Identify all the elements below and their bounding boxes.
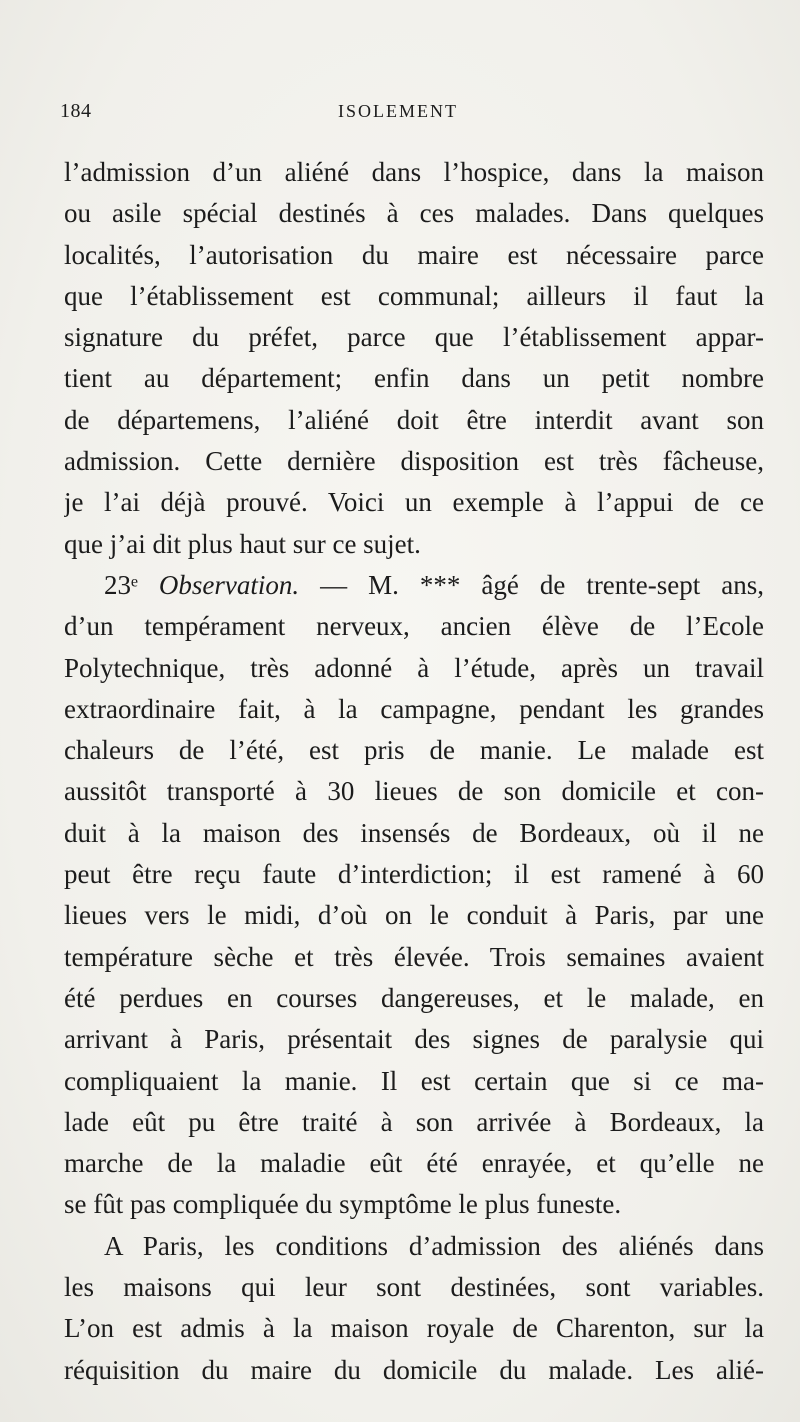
- text-line: duit à la maison des insensés de Bordeaux, où il ne: [64, 817, 764, 848]
- text-line: localités, l’autorisation du maire est nécessaire parce: [64, 239, 764, 270]
- running-head: ISOLEMENT: [338, 101, 458, 121]
- observation-heading-line: 23ᵉ Observation. — M. *** âgé de trente-sept ans,: [104, 569, 764, 600]
- text-line: de départemens, l’aliéné doit être interdit avant son: [64, 404, 764, 435]
- text-line: A Paris, les conditions d’admission des aliénés dans: [104, 1230, 764, 1261]
- text-line: été perdues en courses dangereuses, et le malade, en: [64, 982, 764, 1013]
- text-line: les maisons qui leur sont destinées, sont variables.: [64, 1272, 764, 1303]
- observation-label: Observation.: [158, 569, 300, 600]
- text-line: d’un tempérament nerveux, ancien élève de l’Ecole: [64, 611, 764, 642]
- text-line: lieues vers le midi, d’où on le conduit à Paris, par une: [64, 900, 764, 931]
- page-number: 184: [60, 100, 92, 122]
- text-line: arrivant à Paris, présentait des signes de paralysie qui: [64, 1024, 764, 1055]
- text-line: tient au département; enfin dans un petit nombre: [64, 363, 764, 394]
- text-line: peut être reçu faute d’interdiction; il est ramené à 60: [64, 859, 764, 890]
- text-line: que l’établissement est communal; ailleurs il faut la: [64, 280, 764, 311]
- text-line: marche de la maladie eût été enrayée, et qu’elle ne: [64, 1148, 764, 1179]
- text-line: L’on est admis à la maison royale de Charenton, sur la: [64, 1313, 764, 1344]
- text-line: aussitôt transporté à 30 lieues de son domicile et con-: [64, 776, 764, 807]
- text-line: que j’ai dit plus haut sur ce sujet.: [64, 528, 421, 559]
- text-line: réquisition du maire du domicile du malade. Les alié-: [64, 1354, 764, 1385]
- text-line: compliquaient la manie. Il est certain que si ce ma-: [64, 1065, 764, 1096]
- text-line: je l’ai déjà prouvé. Voici un exemple à l’appui de ce: [64, 487, 764, 518]
- page-header: [60, 100, 720, 130]
- text-line: ou asile spécial destinés à ces malades. Dans quelques: [64, 198, 764, 229]
- text-line: signature du préfet, parce que l’établissement appar-: [64, 322, 764, 353]
- text-line: température sèche et très élevée. Trois semaines avaient: [64, 941, 764, 972]
- text-line: lade eût pu être traité à son arrivée à Bordeaux, la: [64, 1106, 764, 1137]
- text-line: se fût pas compliquée du symptôme le plus funeste.: [64, 1189, 622, 1220]
- text-line: extraordinaire fait, à la campagne, pendant les grandes: [64, 693, 764, 724]
- body-text: [64, 152, 764, 1391]
- text-line: Polytechnique, très adonné à l’étude, après un travail: [64, 652, 764, 683]
- text-line: chaleurs de l’été, est pris de manie. Le malade est: [64, 735, 764, 766]
- text-line: admission. Cette dernière disposition est très fâcheuse,: [64, 446, 764, 477]
- text-line: l’admission d’un aliéné dans l’hospice, dans la maison: [64, 157, 764, 187]
